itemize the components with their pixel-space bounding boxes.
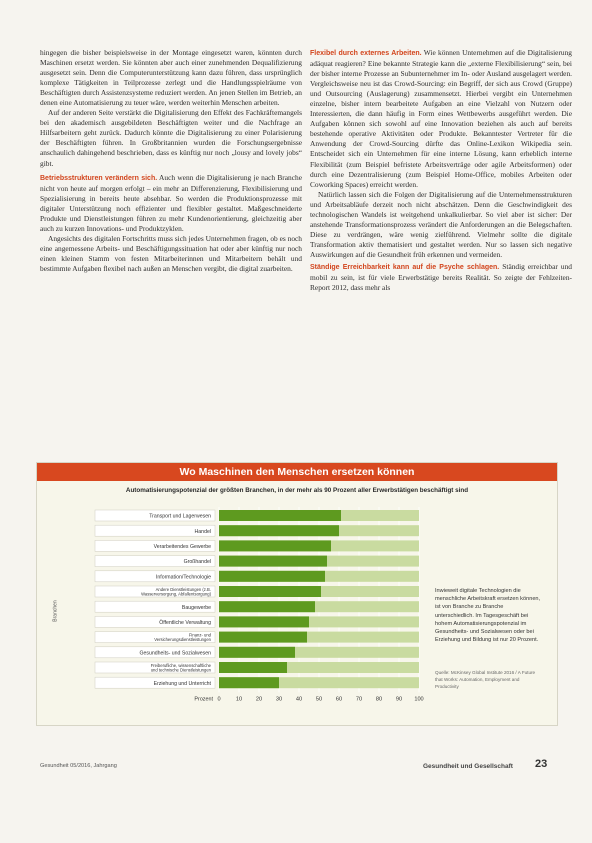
- x-axis-label: Prozent: [194, 696, 213, 703]
- x-tick-label: 100: [414, 696, 424, 703]
- x-tick-label: 20: [255, 696, 263, 703]
- page-number: 23: [535, 758, 548, 770]
- bar: [219, 662, 287, 673]
- bar: [219, 586, 321, 597]
- category-label: Transport und Lagerwesen: [149, 513, 211, 520]
- article-left-column: [40, 48, 302, 274]
- category-label: Andere Dienstleistungen (z.B. Wasserversorgung, Abfallentsorgung): [141, 586, 211, 597]
- chart-infographic: [36, 462, 558, 726]
- category-label: Freiberufliche, wissenschaftliche und technische Dienstleistungen: [150, 662, 211, 673]
- paragraph: Natürlich lassen sich die Folgen der Digitalisierung auf die Unternehmensstrukturen und Arbeitsabläufe derzeit noch nicht abschätzen. Denn die Geschwindigkeit des technologischen Wandels ist weitgehend unkalkulierbar. So viel aber ist sicher: Der anstehende Transformationsprozess verändert die Anforderungen an die Belegschaften. Diese zu verdrängen, wäre wenig zielführend. Vielmehr sollte die digitale Transformation aktiv thematisiert und gestaltet werden. Nur so lassen sich negative Auswirkungen auf die Gesundheit früh erkennen und vermeiden.: [310, 189, 572, 259]
- category-label: Erziehung und Unterricht: [153, 680, 211, 687]
- x-tick-label: 0: [217, 696, 221, 703]
- chart-source: Quelle: McKinsey Global Institute 2016 / A Future that Works: Automation, Employment and Productivity: [435, 670, 536, 689]
- x-tick-label: 70: [355, 696, 363, 703]
- x-tick-label: 10: [235, 696, 243, 703]
- bar: [219, 556, 327, 567]
- bar: [219, 647, 295, 658]
- chart-note: Inwieweit digitale Technologien die menschliche Arbeitskraft ersetzen können, ist von Branche zu Branche unterschiedlich. Im Tagesgeschäft bei hohem Automatisierungspotenzial im Gesundheits- und Sozialwesen oder bei Erziehung und Bildung ist nur 20 Prozent.: [435, 588, 541, 644]
- category-label: Baugewerbe: [181, 604, 211, 611]
- bar: [219, 571, 325, 582]
- chart-title: Wo Maschinen den Menschen ersetzen können: [37, 463, 557, 481]
- y-axis-label: Branchen: [52, 600, 59, 622]
- paragraph: [310, 262, 572, 293]
- bar: [219, 525, 339, 536]
- category-label: Großhandel: [183, 559, 211, 566]
- x-tick-label: 30: [275, 696, 283, 703]
- category-label: Öffentliche Verwaltung: [159, 620, 211, 626]
- x-tick-label: 80: [375, 696, 383, 703]
- x-tick-label: 60: [335, 696, 343, 703]
- paragraph-text: Ständig erreichbar und mobil zu sein, ist für viele Erwerbstätige bereits Realität. So zeigte der Fehlzeiten-Report 2012, dass mehr als: [310, 261, 572, 293]
- category-label: Gesundheits- und Sozialwesen: [139, 650, 211, 657]
- x-tick-label: 40: [295, 696, 303, 703]
- paragraph: [40, 173, 302, 234]
- bar: [219, 601, 315, 612]
- bar: [219, 540, 331, 551]
- x-tick-label: 90: [395, 696, 403, 703]
- paragraph: Auf der anderen Seite verstärkt die Digitalisierung den Effekt des Fachkräftemangels bei den akademisch ausgebildeten Beschäftigten weiter und die Nachfrage an Hilfsarbeitern geht zurück. Dadurch könnte die Digitalisierung zu einer Polarisierung der Beschäftigten führen. In Großbritannien wurden die Forschungsergebnisse anschaulich dahingehend beschrieben, dass es künftig nur noch „lousy and lovely jobs“ gibt.: [40, 108, 302, 168]
- x-tick-label: 50: [315, 696, 323, 703]
- paragraph-text: Wie können Unternehmen auf die Digitalisierung adäquat reagieren? Eine bekannte Strategie kann die „externe Flexibilisierung“ sein, bei der bisher interne Prozesse an Subunternehmer im In- oder Ausland ausgelagert werden. Vergleichsweise neu ist das Crowd-Sourcing: ein Begriff, der sich aus Crowd (Gruppe) und Outsourcing (Auslagerung) zusammensetzt. Hierbei vergibt ein Unternehmen einzelne, bisher intern bearbeitete Aufgaben an eine Vielzahl von Nutzern oder Interessierten, die dann häufig in Form eines Wettbewerbs ausgeführt werden. Die Aufgaben können sich sowohl auf eine Innovation beziehen als auch auf bereits bestehende operative Aktivitäten oder Produkte. Bekanntester Vertreter für die Anwendung der Crowd-Sourcing dürfte das Online-Lexikon Wikipedia sein. Entscheidet sich ein Unternehmen für eine interne Lösung, kann erheblich interne Flexibilität (zum Beispiel befristete Arbeitsverträge oder agile Arbeitsformen) oder durch eine Dezentralisierung (zum Beispiel Home-Office, mobiles Arbeiten oder Coworking Spaces) erreicht werden.: [310, 48, 572, 189]
- bar: [219, 510, 341, 521]
- paragraph: [310, 48, 572, 190]
- category-label: Finanz- und Versicherungsdienstleistungen: [154, 632, 211, 642]
- footer-issue: Gesundheit 05/2016, Jahrgang: [40, 763, 117, 769]
- bar: [219, 632, 307, 643]
- footer-section: Gesundheit und Gesellschaft: [423, 763, 513, 770]
- subheading: Ständige Erreichbarkeit kann auf die Psyche schlagen.: [310, 263, 500, 271]
- category-label: Verarbeitendes Gewerbe: [153, 544, 211, 550]
- article-right-column: [310, 48, 572, 293]
- subheading: Flexibel durch externes Arbeiten.: [310, 50, 422, 57]
- category-label: Handel: [194, 528, 211, 535]
- chart-subtitle: Automatisierungspotenzial der größten Branchen, in der mehr als 90 Prozent aller Erwerbstätigen beschäftigt sind: [125, 487, 469, 494]
- paragraph-text: Auch wenn die Digitalisierung je nach Branche nicht von heute auf morgen erfolgt – ein mehr an Differenzierung, Flexibilisierung und Spezialisierung in bereits heute absehbar. So werden die Produktionsprozesse mit digitaler Unterstützung noch effizienter und flexibler gestaltet. Maßgeschneiderte Produkte und Dienstleistungen führen zu mehr Kundenorientierung, gleichzeitig aber auch zu kurzen Innovations- und Produktzyklen.: [40, 172, 302, 233]
- bar: [219, 677, 279, 688]
- category-label: Information/Technologie: [155, 574, 211, 581]
- bar: [219, 616, 309, 627]
- paragraph: hingegen die bisher beispielsweise in der Montage eingesetzt waren, könnten durch Maschinen ersetzt werden. Sie könnten aber auch einer zunehmenden Dequalifizierung ausgesetzt sein. Denn die Computerunterstützung kann dazu führen, dass ursprünglich komplexe Tätigkeiten in Teilprozesse zerlegt und die Handlungsspielräume von Beschäftigten durch Assistenzsysteme reduziert werden. An jenen Stellen im Betrieb, an denen eine Automatisierung zu teuer wäre, werden weiterhin Menschen arbeiten.: [40, 48, 302, 108]
- paragraph: Angesichts des digitalen Fortschritts muss sich jedes Unternehmen fragen, ob es noch eine angemessene Arbeits- und Beschäftigungssituation hat oder aber künftig nur noch einen kleinen Stamm von festen Mitarbeiterinnen und Mitarbeitern behält und bestimmte Aufgaben flexibel nach außen an Menschen vergibt, die digital zuarbeiten.: [40, 233, 302, 273]
- subheading: Betriebsstrukturen verändern sich.: [40, 174, 158, 182]
